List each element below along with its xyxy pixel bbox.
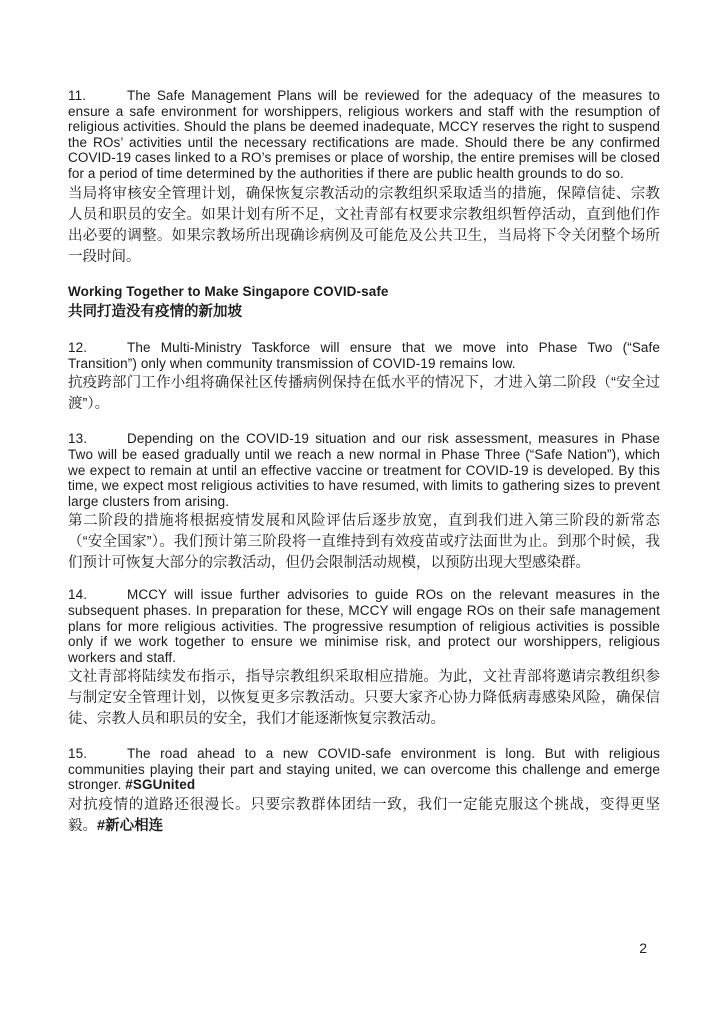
section-heading	[68, 284, 660, 324]
paragraph-text: The Multi-Ministry Taskforce will ensure that we move into Phase Two (“Safe Transition”) only when community transmission of COVID-19 remains low.	[68, 340, 660, 371]
paragraph-11-english	[68, 88, 660, 182]
paragraph-text: 对抗疫情的道路还很漫长。只要宗教群体团结一致，我们一定能克服这个挑战，变得更坚毅。	[68, 797, 660, 835]
paragraph-text: The Safe Management Plans will be reviewed for the adequacy of the measures to ensure a safe environment for worshippers, religious workers and staff with the resumption of religious activities. Should the plans be deemed inadequate, MCCY reserves the right to suspend the ROs’ activities until the necessary rectifications are made. Should there be any confirmed COVID-19 cases linked to a RO’s premises or place of worship, the entire premises will be closed for a period of time determined by the authorities if there are public health grounds to do so.	[68, 88, 660, 181]
paragraph-text: MCCY will issue further advisories to guide ROs on the relevant measures in the subsequent phases. In preparation for these, MCCY will engage ROs on their safe management plans for more religious activities. The progressive resumption of religious activities is possible only if we work together to ensure we minimise risk, and protect our worshippers, religious workers and staff.	[68, 587, 660, 665]
paragraph-13-chinese: 第二阶段的措施将根据疫情发展和风险评估后逐步放宽，直到我们进入第三阶段的新常态（“安全国家”）。我们预计第三阶段将一直维持到有效疫苗或疗法面世为止。到那个时候，我们预计可恢复大部分的宗教活动，但仍会限制活动规模，以预防出现大型感染群。	[68, 513, 660, 572]
paragraph-11	[68, 88, 660, 268]
paragraph-14	[68, 587, 660, 730]
paragraph-13	[68, 431, 660, 574]
paragraph-15-english	[68, 746, 660, 793]
paragraph-text: Depending on the COVID-19 situation and our risk assessment, measures in Phase Two will be eased gradually until we reach a new normal in Phase Three (“Safe Nation”), which we expect to remain at until an effective vaccine or treatment for COVID-19 is developed. By this time, we expect most religious activities to have resumed, with limits to gathering sizes to prevent large clusters from arising.	[68, 431, 660, 509]
paragraph-12-chinese: 抗疫跨部门工作小组将确保社区传播病例保持在低水平的情况下，才进入第二阶段（“安全过渡”）。	[68, 375, 660, 413]
paragraph-15-chinese	[68, 795, 660, 837]
page-number: 2	[639, 940, 647, 956]
paragraph-number: 13.	[68, 431, 88, 447]
paragraph-12	[68, 340, 660, 415]
paragraph-12-english	[68, 340, 660, 371]
paragraph-number: 14.	[68, 587, 88, 603]
hashtag-xinxinxianglian: #新心相连	[97, 818, 164, 835]
paragraph-text: The road ahead to a new COVID-safe environment is long. But with religious communities playing their part and staying united, we can overcome this challenge and emerge stronger.	[68, 746, 660, 793]
hashtag-sgunited: #SGUnited	[125, 777, 196, 793]
paragraph-11-chinese: 当局将审核安全管理计划，确保恢复宗教活动的宗教组织采取适当的措施，保障信徒、宗教人员和职员的安全。如果计划有所不足，文社青部有权要求宗教组织暂停活动，直到他们作出必要的调整。如果宗教场所出现确诊病例及可能危及公共卫生，当局将下令关闭整个场所一段时间。	[68, 185, 660, 265]
paragraph-13-english	[68, 431, 660, 509]
section-heading-chinese: 共同打造没有疫情的新加坡	[68, 304, 242, 321]
paragraph-number: 12.	[68, 340, 88, 356]
paragraph-number: 11.	[68, 88, 87, 103]
paragraph-15	[68, 746, 660, 837]
section-heading-english: Working Together to Make Singapore COVID-safe	[68, 283, 389, 299]
paragraph-14-english	[68, 587, 660, 665]
paragraph-14-chinese: 文社青部将陆续发布指示，指导宗教组织采取相应措施。为此，文社青部将邀请宗教组织参与制定安全管理计划，以恢复更多宗教活动。只要大家齐心协力降低病毒感染风险，确保信徒、宗教人员和职员的安全，我们才能逐渐恢复宗教活动。	[68, 669, 660, 728]
paragraph-number: 15.	[68, 746, 88, 762]
